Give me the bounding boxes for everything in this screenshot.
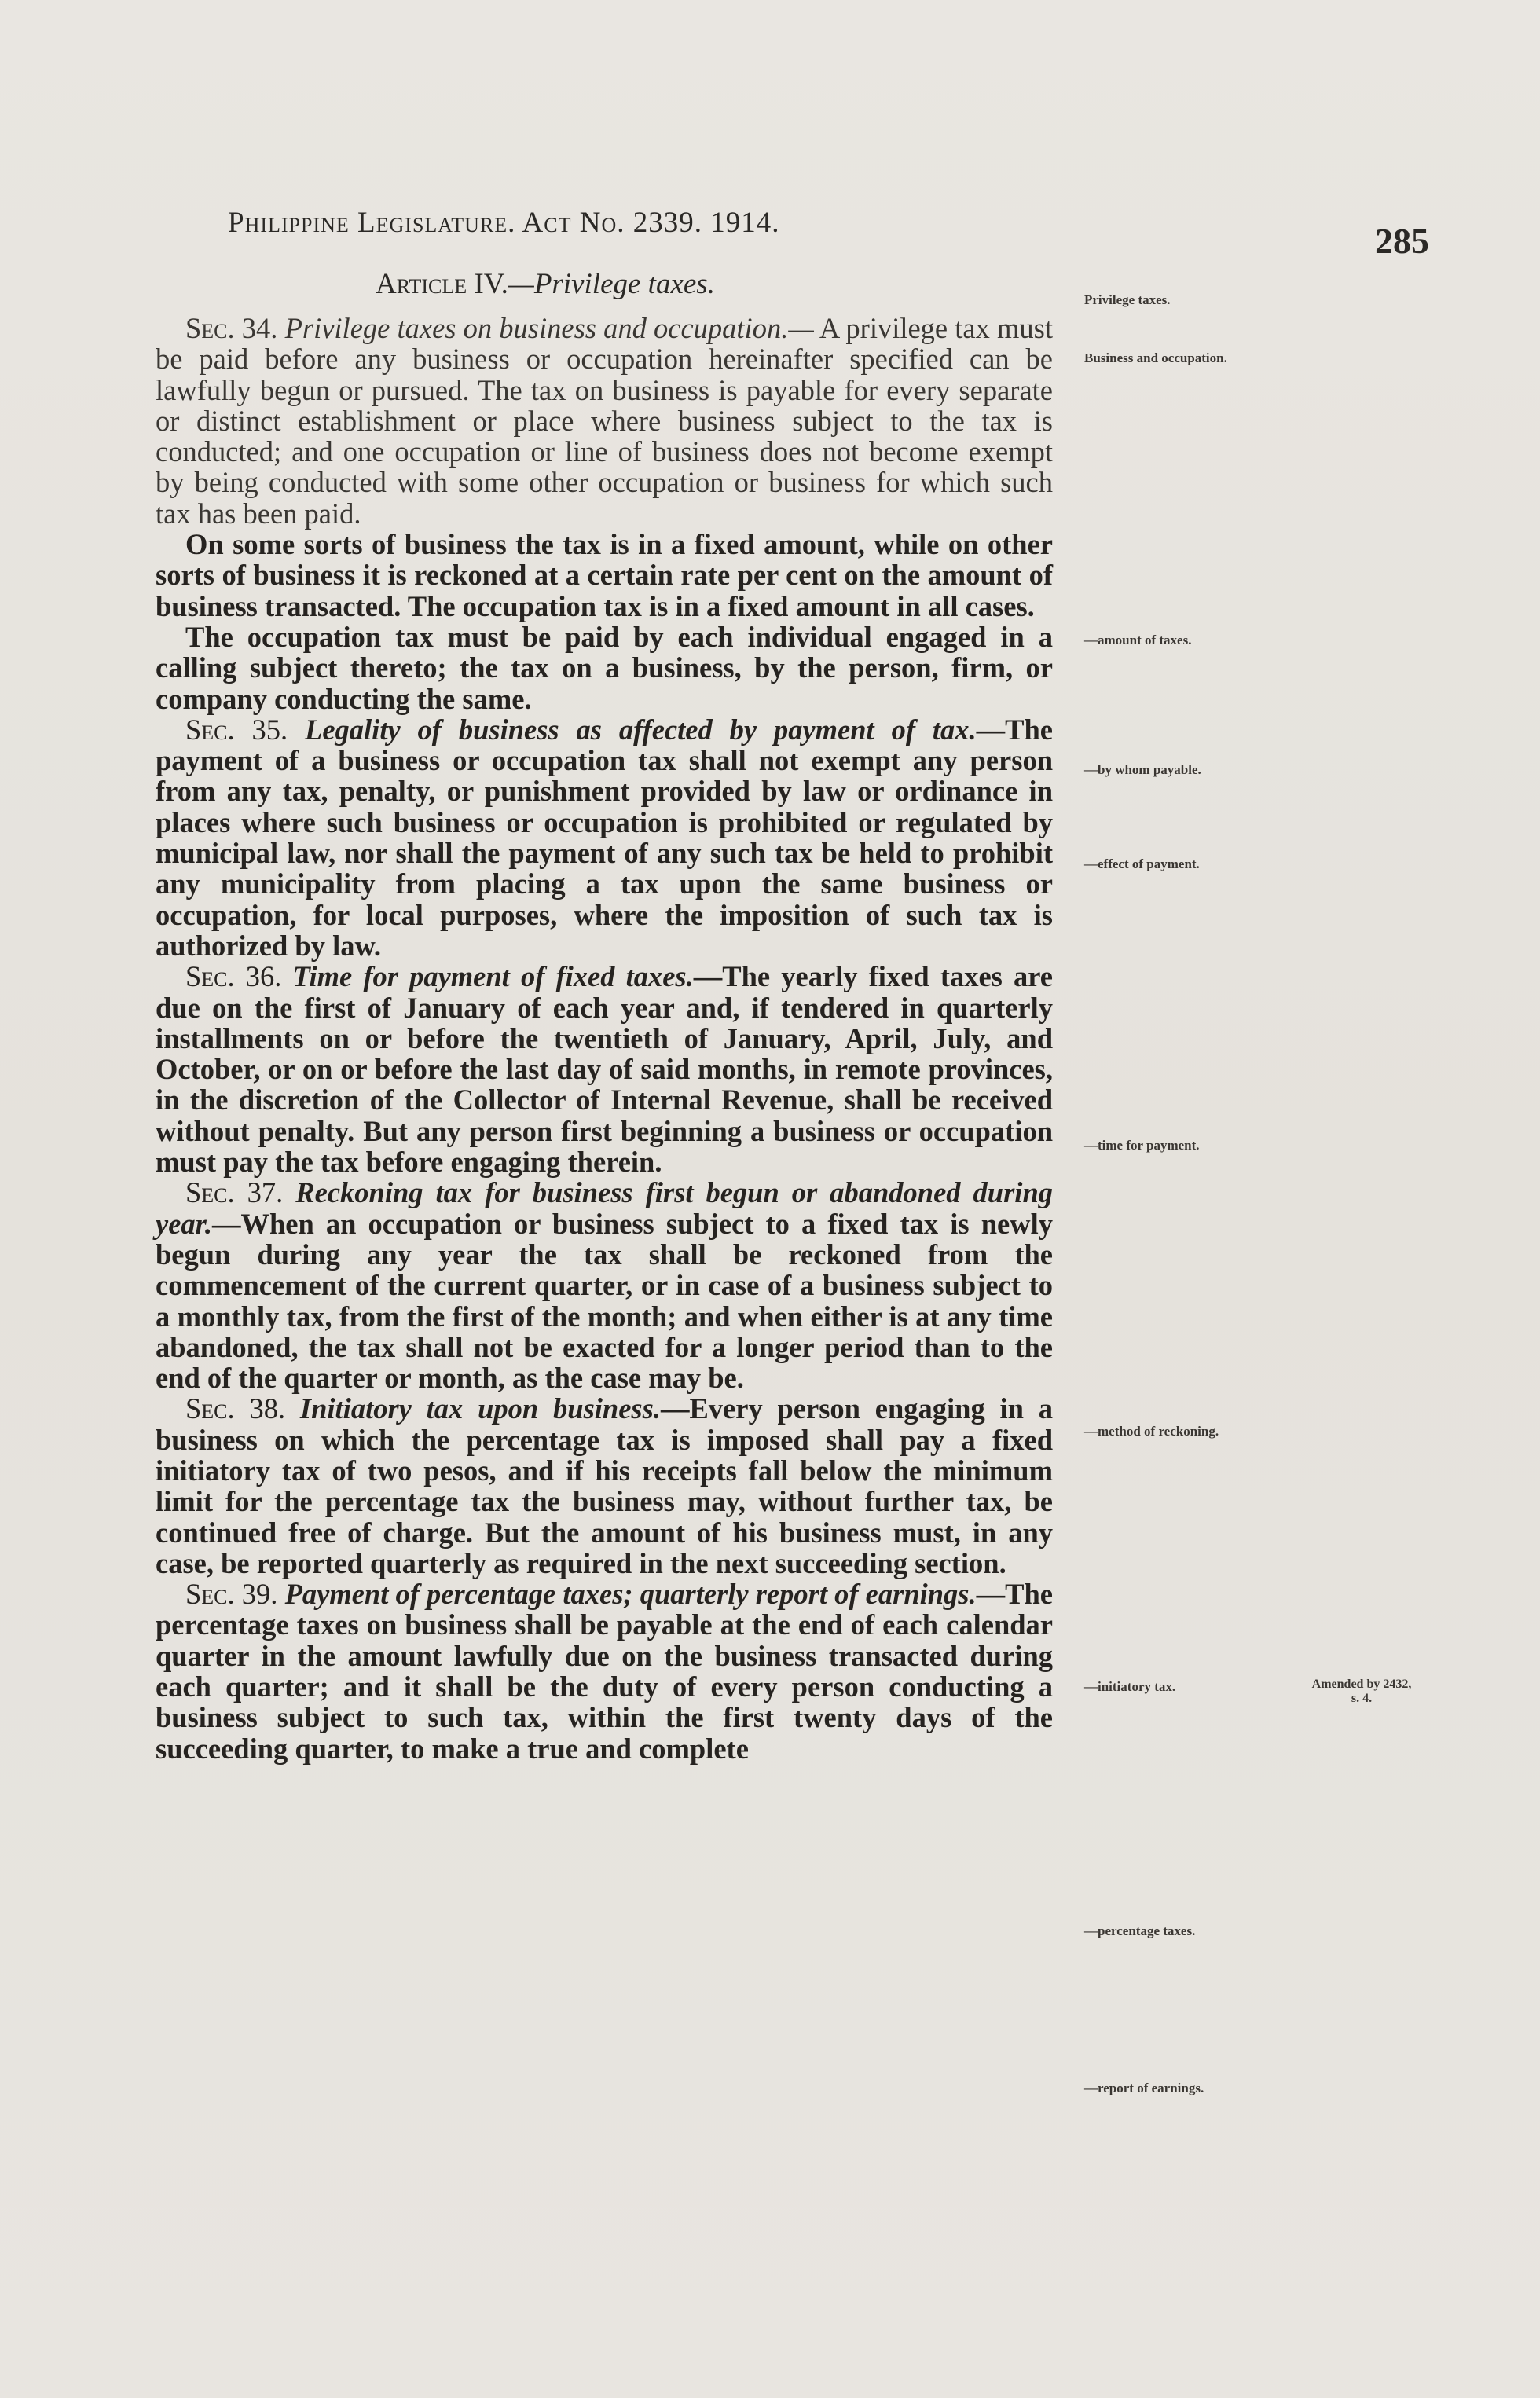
section-heading: Time for payment of fixed taxes.: [292, 960, 694, 993]
margin-note-business-occupation: Business and occupation.: [1084, 350, 1227, 365]
section-text: —The payment of a business or occupation tax shall not exempt any person from any tax, penalty, or punishment provided by law or ordinance in places where such business or occupation is prohibited or regulated by municipal law, nor shall the payment of any such tax be held to prohibit any municipality from placing a tax upon the same business or occupation, for local purposes, where the imposition of such tax is authorized by law.: [156, 713, 1053, 962]
section-heading: Privilege taxes on business and occupation.—: [284, 312, 814, 344]
margin-note-amount-of-taxes: —amount of taxes.: [1084, 632, 1192, 647]
margin-note-initiatory-tax: —initiatory tax.: [1084, 1679, 1176, 1694]
section-text: A privilege tax must be paid before any business or occupation hereinafter specified can be lawfully begun or pursued. The tax on business is payable for every separate or distinct establishment or place where business subject to the tax is conducted; and one occupation or line of business does not become exempt by being conducted with some other occupation or business for which such tax has been paid.: [156, 312, 1053, 530]
running-head: Philippine Legislature. Act No. 2339. 1914.: [228, 207, 780, 239]
body-text: [156, 313, 1053, 1764]
section-number: Sec. 34.: [185, 312, 278, 344]
article-title: —Privilege taxes.: [508, 268, 715, 300]
section-number: Sec. 36.: [185, 960, 282, 993]
paragraph-text: The occupation tax must be paid by each individual engaged in a calling subject thereto; the tax on a business, by the person, firm, or company conducting the same.: [156, 620, 1053, 715]
margin-note-method-of-reckoning: —method of reckoning.: [1084, 1424, 1219, 1439]
section-39-paragraph: [156, 1578, 1053, 1764]
article-label: Article IV.: [376, 268, 508, 300]
section-text: —The yearly fixed taxes are due on the first of January of each year and, if tendered in quarterly installments on or before the twentieth of January, April, July, and October, or on or before the last day of said months, in remote provinces, in the discretion of the Collector of Internal Revenue, shall be received without penalty. But any person first beginning a business or occupation must pay the tax before engaging therein.: [156, 960, 1054, 1179]
section-heading: Payment of percentage taxes; quarterly report of earnings.: [284, 1578, 977, 1611]
section-number: Sec. 37.: [185, 1176, 284, 1209]
section-37-paragraph: [156, 1177, 1053, 1393]
section-35-paragraph: [156, 714, 1053, 961]
section-text: —When an occupation or business subject to a fixed tax is newly begun during any year the tax shall be reckoned from the commencement of the current quarter, or in case of a business subject to a monthly tax, from the first of the month; and when either is at any time abandoned, the tax shall not be exacted for a longer period than to the end of the quarter or month, as the case may be.: [156, 1207, 1053, 1395]
section-heading: Initiatory tax upon business.: [299, 1392, 661, 1425]
paragraph-amount-of-taxes: [156, 529, 1053, 622]
margin-note-privilege-taxes: Privilege taxes.: [1084, 292, 1171, 307]
section-text: —Every person engaging in a business on which the percentage tax is imposed shall pay a fixed initiatory tax of two pesos, and if his receipts fall below the minimum limit for the percentage tax the business may, without further tax, be continued free of charge. But the amount of his business must, in any case, be reported quarterly as required in the next succeeding section.: [156, 1392, 1053, 1579]
margin-note-effect-of-payment: —effect of payment.: [1084, 856, 1200, 871]
margin-note-report-of-earnings: —report of earnings.: [1084, 2081, 1204, 2096]
section-38-paragraph: [156, 1393, 1053, 1578]
paragraph-text: On some sorts of business the tax is in a fixed amount, while on other sorts of business it is reckoned at a certain rate per cent on the amount of business transacted. The occupation tax is in a fixed amount in all cases.: [156, 528, 1053, 622]
section-36-paragraph: [156, 961, 1053, 1177]
article-heading: [376, 267, 715, 301]
paragraph-by-whom-payable: [156, 622, 1053, 714]
section-text: —The percentage taxes on business shall be payable at the end of each calendar quarter in the amount lawfully due on the business transacted during each quarter; and it shall be the duty of every person conducting a business subject to such tax, within the first twenty days of the succeeding quarter, to make a true and complete: [156, 1578, 1053, 1765]
section-heading: Legality of business as affected by payment of tax.: [305, 713, 977, 746]
section-number: Sec. 39.: [185, 1578, 278, 1611]
margin-note-percentage-taxes: —percentage taxes.: [1084, 1923, 1196, 1938]
margin-note-time-for-payment: —time for payment.: [1084, 1138, 1200, 1153]
section-34-paragraph: [156, 313, 1053, 529]
margin-note-by-whom-payable: —by whom payable.: [1084, 762, 1201, 777]
page-number: 285: [1375, 221, 1429, 261]
section-number: Sec. 35.: [185, 713, 288, 746]
amendment-note: Amended by 2432, s. 4.: [1311, 1678, 1412, 1705]
section-number: Sec. 38.: [185, 1392, 286, 1425]
section-heading: Reckoning tax for business first begun or abandoned during year.: [156, 1176, 1053, 1240]
